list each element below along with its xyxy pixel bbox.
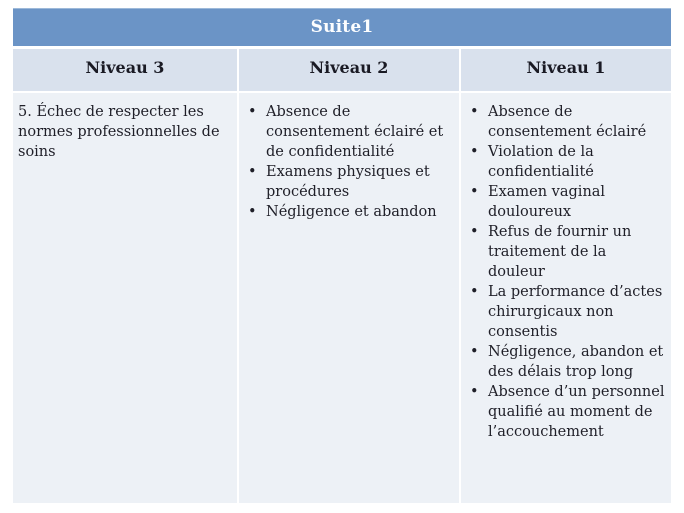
- list-item: • La performance d’actes chirurgicaux non consentis: [461, 282, 667, 342]
- table-body-row: [13, 93, 671, 503]
- list-item: • Examen vaginal douloureux: [461, 182, 667, 222]
- list-item: • Négligence, abandon et des délais trop long: [461, 342, 667, 382]
- column-header-niveau-3: Niveau 3: [13, 49, 237, 91]
- cell-niveau-2: [237, 93, 459, 503]
- niveau-1-bullet-list: [461, 93, 671, 442]
- niveau-2-bullet-list: [239, 93, 459, 222]
- column-header-niveau-2: Niveau 2: [237, 49, 459, 91]
- column-header-niveau-1: Niveau 1: [459, 49, 671, 91]
- list-item: • Absence de consentement éclairé et de confidentialité: [239, 102, 455, 162]
- list-item: • Absence de consentement éclairé: [461, 102, 667, 142]
- niveau-3-text: 5. Échec de respecter les normes professionnelles de soins: [18, 104, 220, 160]
- list-item: • Absence d’un personnel qualifié au moment de l’accouchement: [461, 382, 667, 442]
- list-item: • Refus de fournir un traitement de la douleur: [461, 222, 667, 282]
- table-header-row: [13, 49, 671, 93]
- table-title-row: [13, 8, 671, 49]
- list-item: • Violation de la confidentialité: [461, 142, 667, 182]
- list-item: • Examens physiques et procédures: [239, 162, 455, 202]
- table-title: Suite1: [310, 17, 374, 37]
- levels-table: [13, 8, 671, 503]
- cell-niveau-3: [13, 93, 237, 503]
- cell-niveau-1: [459, 93, 671, 503]
- list-item: • Négligence et abandon: [239, 202, 455, 222]
